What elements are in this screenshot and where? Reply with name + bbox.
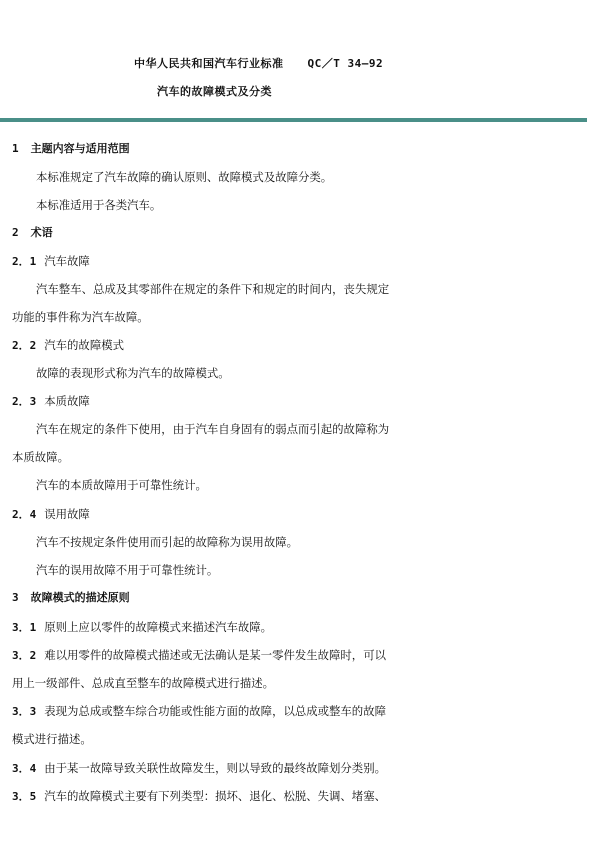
clause-text: 表现为总成或整车综合功能或性能方面的故障，以总成或整车的故障 <box>44 704 386 718</box>
subsection-heading-2-1 <box>12 254 90 269</box>
clause-3-5 <box>12 789 386 804</box>
section-title: 术语 <box>30 226 53 239</box>
standard-code: QC／T 34—92 <box>307 57 384 70</box>
paragraph-continuation: 模式进行描述。 <box>12 732 92 746</box>
clause-number: 3．1 <box>12 621 37 634</box>
subsection-number: 2．3 <box>12 395 37 408</box>
section-number: 3 <box>12 591 19 604</box>
header-divider <box>0 118 587 122</box>
clause-text: 由于某一故障导致关联性故障发生，则以导致的最终故障划分类别。 <box>44 761 386 775</box>
subsection-title: 误用故障 <box>44 507 90 521</box>
paragraph-continuation: 本质故障。 <box>12 450 69 464</box>
paragraph: 汽车整车、总成及其零部件在规定的条件下和规定的时间内，丧失规定 <box>36 282 390 296</box>
paragraph: 汽车的本质故障用于可靠性统计。 <box>36 478 207 492</box>
section-number: 2 <box>12 226 19 239</box>
standard-header <box>134 55 383 71</box>
section-title: 主题内容与适用范围 <box>30 142 130 155</box>
subsection-title: 汽车的故障模式 <box>44 338 124 352</box>
paragraph: 本标准规定了汽车故障的确认原则、故障模式及故障分类。 <box>36 170 333 184</box>
paragraph: 汽车在规定的条件下使用，由于汽车自身固有的弱点而引起的故障称为 <box>36 422 390 436</box>
clause-text: 原则上应以零件的故障模式来描述汽车故障。 <box>44 620 273 634</box>
subsection-heading-2-4 <box>12 507 90 522</box>
subsection-heading-2-2 <box>12 338 124 353</box>
clause-3-2 <box>12 648 386 663</box>
clause-3-3 <box>12 704 386 719</box>
clause-text: 汽车的故障模式主要有下列类型：损坏、退化、松脱、失调、堵塞、 <box>44 789 386 803</box>
section-heading-1 <box>12 142 130 156</box>
subsection-heading-2-3 <box>12 394 90 409</box>
document-title: 汽车的故障模式及分类 <box>157 85 272 98</box>
section-heading-2 <box>12 226 53 240</box>
paragraph: 汽车的误用故障不用于可靠性统计。 <box>36 563 219 577</box>
subsection-title: 本质故障 <box>44 394 90 408</box>
subsection-title: 汽车故障 <box>44 254 90 268</box>
section-heading-3 <box>12 591 130 605</box>
paragraph: 故障的表现形式称为汽车的故障模式。 <box>36 366 230 380</box>
paragraph: 本标准适用于各类汽车。 <box>36 198 162 212</box>
clause-3-4 <box>12 761 386 776</box>
clause-text: 难以用零件的故障模式描述或无法确认是某一零件发生故障时，可以 <box>44 648 386 662</box>
paragraph-continuation: 用上一级部件、总成直至整车的故障模式进行描述。 <box>12 676 274 690</box>
clause-3-1 <box>12 620 272 635</box>
standard-title: 中华人民共和国汽车行业标准 <box>134 57 284 70</box>
subsection-number: 2．4 <box>12 508 37 521</box>
subsection-number: 2．1 <box>12 255 37 268</box>
clause-number: 3．3 <box>12 705 37 718</box>
paragraph-continuation: 功能的事件称为汽车故障。 <box>12 310 149 324</box>
clause-number: 3．5 <box>12 790 37 803</box>
paragraph: 汽车不按规定条件使用而引起的故障称为误用故障。 <box>36 535 298 549</box>
subsection-number: 2．2 <box>12 339 37 352</box>
section-title: 故障模式的描述原则 <box>30 591 130 604</box>
section-number: 1 <box>12 142 19 155</box>
clause-number: 3．2 <box>12 649 37 662</box>
clause-number: 3．4 <box>12 762 37 775</box>
